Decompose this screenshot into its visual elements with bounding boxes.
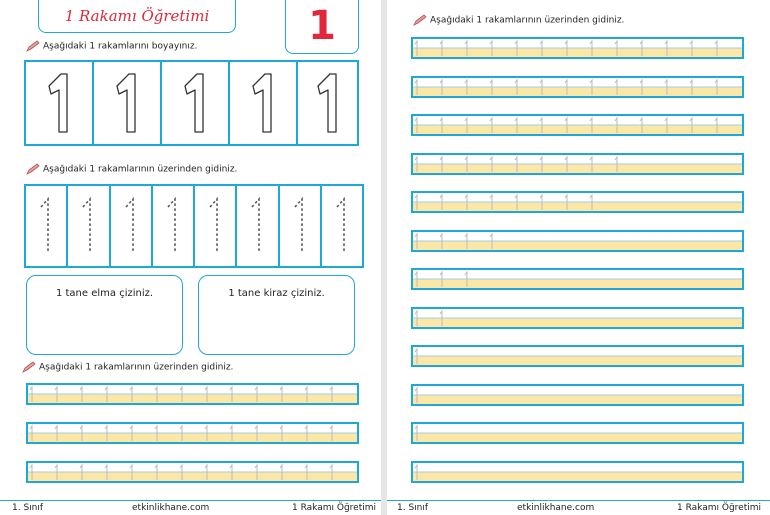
tracing-line[interactable] bbox=[411, 153, 744, 175]
big-digit-box: 1 bbox=[285, 0, 359, 54]
outline-digit-1[interactable] bbox=[162, 62, 230, 144]
footer-topic: 1 Rakamı Öğretimi bbox=[677, 503, 761, 513]
instruction-right-text: Aşağıdaki 1 rakamlarının üzerinden gidiniz. bbox=[430, 15, 625, 26]
tracing-line[interactable] bbox=[411, 114, 744, 136]
footer-grade: 1. Sınıf bbox=[12, 503, 44, 513]
left-worksheet-page bbox=[0, 0, 381, 515]
right-worksheet-page bbox=[387, 0, 770, 515]
pencil-icon bbox=[22, 361, 36, 373]
tracing-line[interactable] bbox=[411, 422, 744, 444]
instruction-trace-lines-text: Aşağıdaki 1 rakamlarının üzerinden gidiniz. bbox=[39, 362, 234, 373]
dotted-digit-1[interactable] bbox=[322, 186, 362, 266]
instruction-color bbox=[26, 40, 197, 52]
tracing-line[interactable] bbox=[411, 76, 744, 98]
dotted-digit-1[interactable] bbox=[280, 186, 322, 266]
dotted-digit-1[interactable] bbox=[195, 186, 237, 266]
dotted-digit-row bbox=[24, 184, 364, 268]
page-footer bbox=[0, 500, 381, 515]
tracing-line[interactable] bbox=[411, 37, 744, 59]
tracing-line[interactable] bbox=[411, 230, 744, 252]
instruction-right bbox=[413, 14, 624, 26]
tracing-line[interactable] bbox=[411, 384, 744, 406]
footer-site: etkinlikhane.com bbox=[517, 503, 595, 513]
outline-digit-1[interactable] bbox=[94, 62, 162, 144]
footer-topic: 1 Rakamı Öğretimi bbox=[292, 503, 376, 513]
dotted-digit-1[interactable] bbox=[237, 186, 279, 266]
pencil-icon bbox=[26, 163, 40, 175]
dotted-digit-1[interactable] bbox=[26, 186, 68, 266]
tracing-line[interactable] bbox=[26, 461, 359, 483]
coloring-digit-row bbox=[24, 60, 359, 146]
instruction-trace-dotted-text: Aşağıdaki 1 rakamlarının üzerinden gidiniz. bbox=[43, 164, 238, 175]
outline-digit-1[interactable] bbox=[26, 62, 94, 144]
tracing-line[interactable] bbox=[26, 422, 359, 444]
pencil-icon bbox=[413, 14, 427, 26]
footer-grade: 1. Sınıf bbox=[397, 503, 429, 513]
page-footer bbox=[387, 500, 770, 515]
tracing-line[interactable] bbox=[411, 461, 744, 483]
dotted-digit-1[interactable] bbox=[111, 186, 153, 266]
footer-site: etkinlikhane.com bbox=[132, 503, 210, 513]
outline-digit-1[interactable] bbox=[230, 62, 298, 144]
tracing-line[interactable] bbox=[411, 191, 744, 213]
tracing-line[interactable] bbox=[411, 345, 744, 367]
tracing-line[interactable] bbox=[411, 307, 744, 329]
tracing-line[interactable] bbox=[411, 268, 744, 290]
instruction-color-text: Aşağıdaki 1 rakamlarını boyayınız. bbox=[43, 41, 198, 52]
draw-apple-box[interactable]: 1 tane elma çiziniz. bbox=[26, 275, 183, 355]
tracing-line[interactable] bbox=[26, 383, 359, 405]
instruction-trace-dotted bbox=[26, 163, 237, 175]
dotted-digit-1[interactable] bbox=[153, 186, 195, 266]
instruction-trace-lines bbox=[22, 361, 233, 373]
outline-digit-1[interactable] bbox=[298, 62, 357, 144]
pencil-icon bbox=[26, 40, 40, 52]
worksheet-title: 1 Rakamı Öğretimi bbox=[38, 0, 236, 33]
draw-cherry-box[interactable]: 1 tane kiraz çiziniz. bbox=[198, 275, 355, 355]
dotted-digit-1[interactable] bbox=[68, 186, 110, 266]
